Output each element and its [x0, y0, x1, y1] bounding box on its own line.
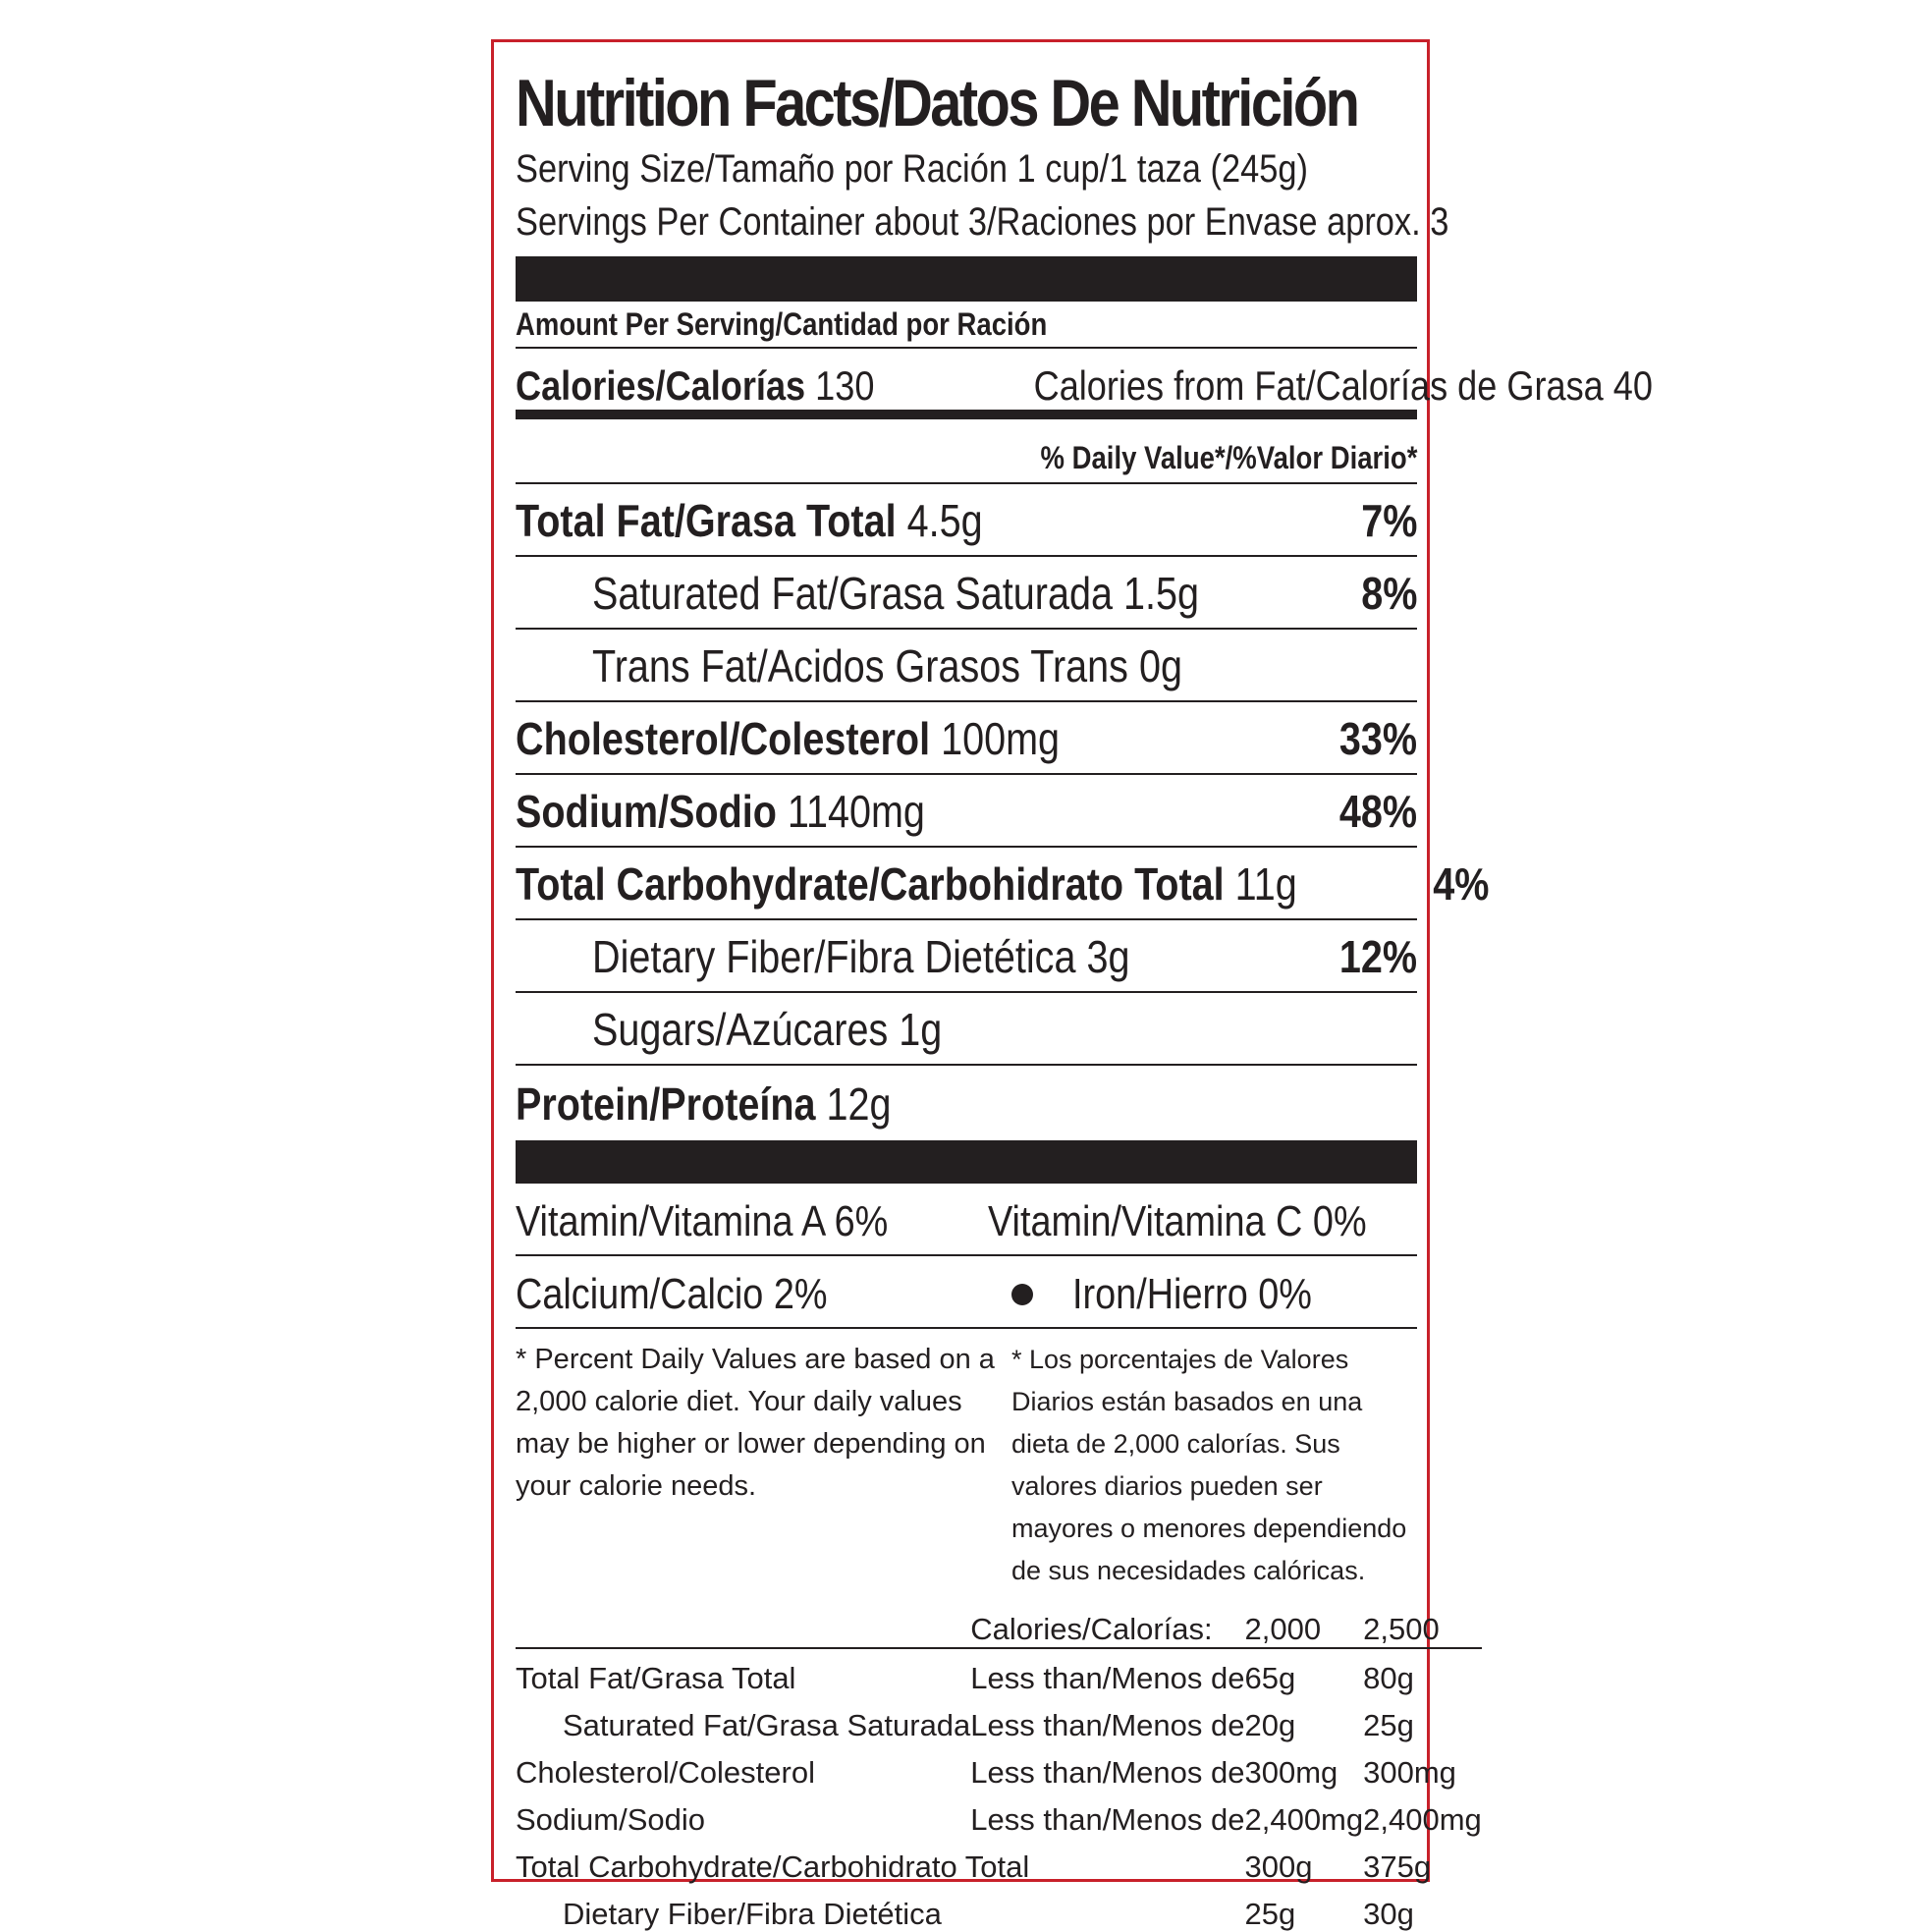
- iron: Iron/Hierro 0%: [1072, 1270, 1312, 1318]
- nutrient-row-sugars: Sugars/Azúcares 1g: [516, 993, 1417, 1066]
- nutrient-row-saturated-fat: Saturated Fat/Grasa Saturada 1.5g 8%: [516, 557, 1417, 630]
- vitamin-c: Vitamin/Vitamina C 0%: [988, 1197, 1367, 1245]
- nutrient-row-total-carbohydrate: Total Carbohydrate/Carbohidrato Total 11g 4%: [516, 848, 1417, 920]
- daily-values-table: [516, 1600, 1482, 1932]
- vitamin-a: Vitamin/Vitamina A 6%: [516, 1197, 889, 1245]
- amount-per-serving: Amount Per Serving/Cantidad por Ración: [516, 302, 1417, 349]
- servings-per-container: Servings Per Container about 3/Raciones por Envase aprox. 3: [516, 200, 1449, 244]
- calcium: Calcium/Calcio 2%: [516, 1270, 828, 1318]
- footnote: [516, 1339, 1417, 1592]
- nutrition-label: [516, 42, 1653, 1932]
- table-row: Saturated Fat/Grasa Saturada Less than/Menos de 20g 25g: [563, 1708, 1414, 1742]
- thick-divider: [516, 256, 1417, 302]
- nutrient-row-sodium: Sodium/Sodio 1140mg 48%: [516, 775, 1417, 848]
- footnote-spanish: * Los porcentajes de Valores Diarios están basados en una dieta de 2,000 calorías. Sus valores diarios pueden ser mayores o menores dependiendo de sus necesidades calóricas.: [1011, 1345, 1407, 1585]
- table-row: Cholesterol/Colesterol Less than/Menos de 300mg 300mg: [516, 1755, 1456, 1790]
- nutrient-row-cholesterol: Cholesterol/Colesterol 100mg 33%: [516, 702, 1417, 775]
- footnote-english: * Percent Daily Values are based on a 2,000 calorie diet. Your daily values may be higher or lower depending on your calorie needs.: [516, 1344, 995, 1502]
- nutrient-row-protein: Protein/Proteína 12g: [516, 1078, 892, 1130]
- nutrition-label-panel: [491, 39, 1653, 1931]
- table-row: Total Carbohydrate/Carbohidrato Total 300g 375g: [516, 1849, 1432, 1884]
- thick-divider-vitamins: [516, 1140, 1417, 1184]
- vitamin-row-a-c: [516, 1184, 1417, 1256]
- bullet-dot-icon: [1011, 1284, 1033, 1305]
- daily-value-header: % Daily Value*/%Valor Diario*: [516, 419, 1417, 484]
- label-title: Nutrition Facts/Datos De Nutrición: [516, 66, 1358, 140]
- nutrient-row-total-fat: Total Fat/Grasa Total 4.5g 7%: [516, 484, 1417, 557]
- vitamin-row-calcium-iron: [516, 1256, 1417, 1329]
- calories-row: [516, 349, 1653, 419]
- nutrient-row-trans-fat: Trans Fat/Acidos Grasos Trans 0g: [516, 630, 1417, 702]
- table-row: Dietary Fiber/Fibra Dietética 25g 30g: [563, 1897, 1414, 1931]
- table-row: Sodium/Sodio Less than/Menos de 2,400mg 2,400mg: [516, 1802, 1482, 1837]
- calories-value: 130: [815, 362, 875, 409]
- calories-label: Calories/Calorías: [516, 362, 806, 409]
- table-header-row: Calories/Calorías: 2,000 2,500: [516, 1600, 1482, 1648]
- nutrient-row-dietary-fiber: Dietary Fiber/Fibra Dietética 3g 12%: [516, 920, 1417, 993]
- table-row: Total Fat/Grasa Total Less than/Menos de 65g 80g: [516, 1661, 1414, 1695]
- calories-from-fat: Calories from Fat/Calorías de Grasa 40: [1033, 362, 1653, 409]
- serving-size: Serving Size/Tamaño por Ración 1 cup/1 taza (245g): [516, 147, 1308, 191]
